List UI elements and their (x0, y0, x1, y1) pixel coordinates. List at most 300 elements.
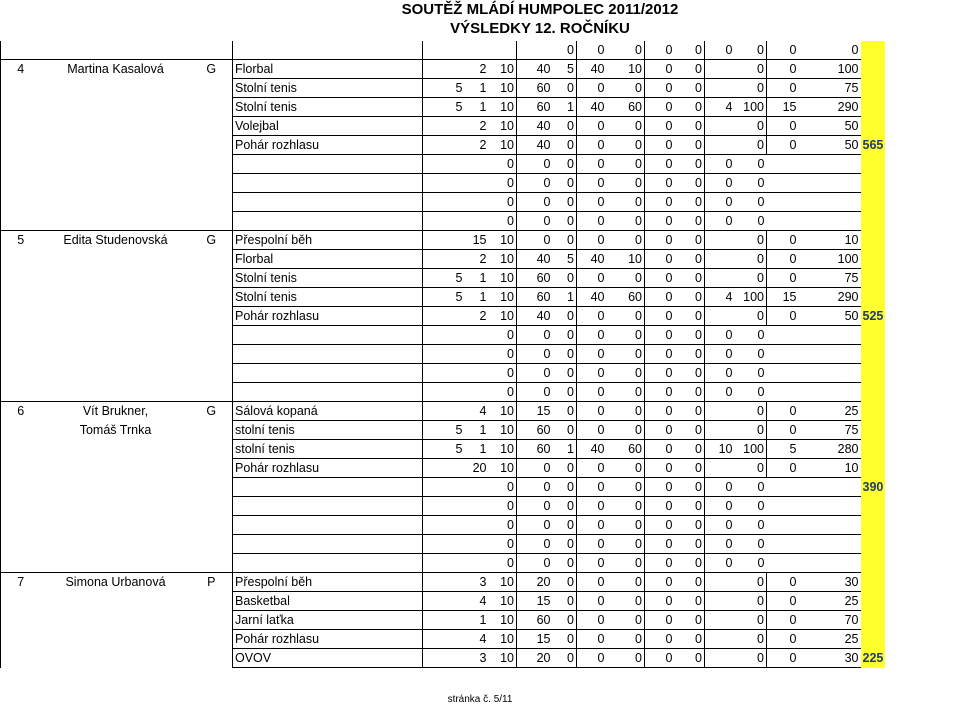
score-cell: 0 (607, 402, 645, 421)
score-cell: 0 (577, 649, 607, 668)
score-cell: 0 (735, 41, 767, 60)
score-cell: 5 (423, 440, 465, 459)
score-cell (767, 383, 799, 402)
score-cell (465, 535, 489, 554)
category-cell (191, 193, 233, 212)
score-cell: 0 (735, 554, 767, 573)
score-cell (705, 60, 735, 79)
competitor-name (41, 535, 191, 554)
score-cell: 60 (517, 440, 553, 459)
score-cell: 0 (735, 535, 767, 554)
category-cell (191, 478, 233, 497)
score-cell: 0 (517, 212, 553, 231)
score-cell: 10 (489, 611, 517, 630)
score-cell: 0 (517, 345, 553, 364)
score-cell: 0 (607, 611, 645, 630)
rank-cell (1, 155, 41, 174)
score-cell: 0 (767, 630, 799, 649)
score-cell (767, 155, 799, 174)
category-cell: G (191, 402, 233, 421)
score-cell: 0 (735, 497, 767, 516)
score-cell (465, 174, 489, 193)
category-cell (191, 326, 233, 345)
score-cell: 0 (735, 592, 767, 611)
table-row (1, 288, 886, 307)
score-cell: 0 (577, 497, 607, 516)
score-cell: 290 (799, 98, 861, 117)
rank-cell (1, 364, 41, 383)
score-cell: 0 (767, 307, 799, 326)
category-cell: G (191, 231, 233, 250)
score-cell: 50 (799, 307, 861, 326)
score-cell: 0 (705, 174, 735, 193)
competitor-name (41, 630, 191, 649)
score-cell: 10 (489, 79, 517, 98)
category-cell (191, 440, 233, 459)
score-cell: 10 (607, 250, 645, 269)
discipline-cell: OVOV (233, 649, 423, 668)
score-cell: 75 (799, 269, 861, 288)
score-cell (465, 326, 489, 345)
rank-cell (1, 459, 41, 478)
competitor-name (41, 516, 191, 535)
score-cell (705, 117, 735, 136)
category-cell (191, 611, 233, 630)
score-cell: 0 (767, 402, 799, 421)
score-cell: 60 (517, 421, 553, 440)
score-cell: 0 (577, 174, 607, 193)
score-cell: 0 (607, 79, 645, 98)
score-cell (767, 193, 799, 212)
score-cell: 0 (645, 212, 675, 231)
competitor-name (41, 193, 191, 212)
score-cell: 0 (645, 60, 675, 79)
score-cell: 0 (675, 535, 705, 554)
score-cell: 1 (553, 98, 577, 117)
score-cell (423, 554, 465, 573)
score-cell (767, 478, 799, 497)
score-cell: 0 (577, 516, 607, 535)
table-row (1, 269, 886, 288)
score-cell: 0 (675, 288, 705, 307)
table-row (1, 554, 886, 573)
score-cell: 0 (645, 383, 675, 402)
competitor-name: Simona Urbanová (41, 573, 191, 592)
total-cell (861, 364, 886, 383)
score-cell: 0 (577, 193, 607, 212)
score-cell: 0 (767, 60, 799, 79)
total-cell (861, 193, 886, 212)
score-cell: 0 (735, 611, 767, 630)
score-cell: 0 (675, 41, 705, 60)
rank-cell (1, 212, 41, 231)
score-cell: 0 (645, 231, 675, 250)
score-cell: 40 (517, 136, 553, 155)
score-cell (423, 326, 465, 345)
total-cell (861, 535, 886, 554)
total-cell (861, 41, 886, 60)
category-cell (191, 516, 233, 535)
rank-cell (1, 250, 41, 269)
score-cell: 0 (607, 573, 645, 592)
competitor-name (41, 611, 191, 630)
score-cell: 0 (675, 231, 705, 250)
score-cell: 0 (553, 41, 577, 60)
table-row (1, 307, 886, 326)
score-cell: 3 (465, 573, 489, 592)
score-cell (705, 269, 735, 288)
score-cell: 0 (607, 193, 645, 212)
category-cell (191, 136, 233, 155)
score-cell: 0 (517, 459, 553, 478)
score-cell: 0 (553, 79, 577, 98)
score-cell: 0 (577, 117, 607, 136)
discipline-cell: Florbal (233, 60, 423, 79)
rank-cell: 4 (1, 60, 41, 79)
score-cell: 0 (553, 193, 577, 212)
score-cell: 0 (607, 516, 645, 535)
score-cell: 10 (489, 649, 517, 668)
score-cell: 0 (489, 345, 517, 364)
score-cell (705, 421, 735, 440)
score-cell: 4 (705, 98, 735, 117)
score-cell: 10 (489, 136, 517, 155)
score-cell: 0 (553, 402, 577, 421)
score-cell: 0 (735, 60, 767, 79)
score-cell (423, 41, 465, 60)
score-cell: 0 (645, 573, 675, 592)
table-row (1, 573, 886, 592)
score-cell (423, 212, 465, 231)
score-cell: 0 (489, 193, 517, 212)
discipline-cell: Pohár rozhlasu (233, 630, 423, 649)
score-cell (799, 554, 861, 573)
score-cell: 0 (735, 630, 767, 649)
score-cell: 2 (465, 60, 489, 79)
score-cell: 0 (489, 478, 517, 497)
score-cell (799, 535, 861, 554)
score-cell: 0 (607, 117, 645, 136)
score-cell: 4 (705, 288, 735, 307)
score-cell: 0 (645, 630, 675, 649)
score-cell (423, 516, 465, 535)
score-cell: 0 (577, 535, 607, 554)
score-cell: 0 (645, 478, 675, 497)
score-cell: 15 (517, 592, 553, 611)
rank-cell (1, 345, 41, 364)
score-cell: 0 (577, 212, 607, 231)
score-cell (767, 345, 799, 364)
score-cell (465, 155, 489, 174)
score-cell: 0 (489, 212, 517, 231)
table-row (1, 41, 886, 60)
score-cell: 0 (675, 421, 705, 440)
discipline-cell (233, 535, 423, 554)
discipline-cell (233, 155, 423, 174)
score-cell: 0 (705, 41, 735, 60)
score-cell: 0 (517, 478, 553, 497)
score-cell: 10 (489, 250, 517, 269)
score-cell: 0 (645, 421, 675, 440)
score-cell: 0 (577, 155, 607, 174)
score-cell: 0 (577, 478, 607, 497)
discipline-cell: Stolní tenis (233, 288, 423, 307)
score-cell: 0 (517, 231, 553, 250)
score-cell: 0 (607, 212, 645, 231)
score-cell: 40 (577, 288, 607, 307)
score-cell: 0 (553, 497, 577, 516)
total-cell (861, 98, 886, 117)
score-cell (705, 649, 735, 668)
score-cell: 0 (553, 554, 577, 573)
score-cell: 0 (517, 364, 553, 383)
discipline-cell: Basketbal (233, 592, 423, 611)
rank-cell (1, 516, 41, 535)
rank-cell (1, 193, 41, 212)
rank-cell (1, 630, 41, 649)
score-cell: 0 (735, 345, 767, 364)
score-cell (423, 649, 465, 668)
score-cell (799, 478, 861, 497)
score-cell: 70 (799, 611, 861, 630)
score-cell (705, 630, 735, 649)
discipline-cell (233, 497, 423, 516)
score-cell (767, 554, 799, 573)
score-cell: 0 (607, 269, 645, 288)
score-cell: 0 (553, 421, 577, 440)
competitor-name (41, 592, 191, 611)
score-cell: 10 (489, 402, 517, 421)
score-cell: 60 (517, 611, 553, 630)
score-cell (423, 459, 465, 478)
score-cell: 100 (799, 250, 861, 269)
score-cell (705, 573, 735, 592)
table-row (1, 136, 886, 155)
score-cell: 0 (553, 345, 577, 364)
score-cell: 1 (465, 269, 489, 288)
score-cell: 0 (553, 611, 577, 630)
score-cell: 4 (465, 402, 489, 421)
total-cell (861, 573, 886, 592)
score-cell: 0 (577, 611, 607, 630)
table-row (1, 155, 886, 174)
score-cell (767, 497, 799, 516)
score-cell: 40 (577, 440, 607, 459)
score-cell: 0 (489, 554, 517, 573)
score-cell: 10 (489, 60, 517, 79)
score-cell: 0 (675, 383, 705, 402)
score-cell: 0 (607, 421, 645, 440)
discipline-cell: Stolní tenis (233, 79, 423, 98)
score-cell: 0 (675, 497, 705, 516)
discipline-cell: Pohár rozhlasu (233, 459, 423, 478)
competitor-name: Vít Brukner, (41, 402, 191, 421)
score-cell (767, 364, 799, 383)
score-cell: 10 (489, 98, 517, 117)
score-cell: 0 (675, 364, 705, 383)
score-cell (423, 155, 465, 174)
score-cell: 0 (645, 307, 675, 326)
score-cell: 0 (489, 364, 517, 383)
total-cell (861, 630, 886, 649)
score-cell: 100 (799, 60, 861, 79)
score-cell: 0 (645, 117, 675, 136)
score-cell (423, 136, 465, 155)
score-cell: 75 (799, 79, 861, 98)
score-cell (423, 231, 465, 250)
score-cell: 0 (767, 459, 799, 478)
rank-cell: 7 (1, 573, 41, 592)
category-cell (191, 383, 233, 402)
score-cell: 30 (799, 573, 861, 592)
score-cell: 40 (517, 60, 553, 79)
score-cell (705, 231, 735, 250)
score-cell: 5 (767, 440, 799, 459)
total-cell (861, 117, 886, 136)
score-cell: 60 (517, 79, 553, 98)
score-cell: 0 (607, 497, 645, 516)
score-cell: 0 (517, 516, 553, 535)
total-cell (861, 231, 886, 250)
score-cell: 0 (489, 383, 517, 402)
score-cell: 0 (553, 364, 577, 383)
page-footer: stránka č. 5/11 (447, 694, 513, 705)
score-cell: 0 (553, 459, 577, 478)
score-cell: 0 (607, 383, 645, 402)
score-cell (423, 307, 465, 326)
category-cell (191, 497, 233, 516)
score-cell: 40 (517, 307, 553, 326)
competitor-name (41, 136, 191, 155)
competitor-name (41, 459, 191, 478)
score-cell: 40 (517, 250, 553, 269)
category-cell (191, 535, 233, 554)
table-row (1, 193, 886, 212)
score-cell: 10 (489, 288, 517, 307)
category-cell (191, 269, 233, 288)
score-cell: 0 (675, 573, 705, 592)
score-cell (705, 79, 735, 98)
discipline-cell (233, 364, 423, 383)
score-cell: 0 (705, 497, 735, 516)
score-cell: 0 (645, 41, 675, 60)
table-row (1, 79, 886, 98)
score-cell: 0 (767, 231, 799, 250)
score-cell: 0 (553, 326, 577, 345)
table-row (1, 326, 886, 345)
score-cell: 60 (517, 288, 553, 307)
competitor-name (41, 478, 191, 497)
score-cell: 0 (767, 649, 799, 668)
score-cell: 0 (735, 174, 767, 193)
score-cell: 60 (607, 288, 645, 307)
score-cell: 0 (675, 326, 705, 345)
score-cell: 0 (735, 326, 767, 345)
score-cell: 25 (799, 592, 861, 611)
score-cell: 0 (735, 231, 767, 250)
rank-cell (1, 41, 41, 60)
score-cell: 0 (517, 383, 553, 402)
score-cell: 20 (465, 459, 489, 478)
total-cell (861, 250, 886, 269)
score-cell: 0 (675, 307, 705, 326)
score-cell: 0 (489, 497, 517, 516)
score-cell: 0 (553, 573, 577, 592)
score-cell: 0 (607, 554, 645, 573)
score-cell: 0 (767, 41, 799, 60)
competitor-name: Tomáš Trnka (79, 423, 152, 437)
score-cell: 0 (767, 573, 799, 592)
score-cell: 1 (553, 440, 577, 459)
competitor-name (41, 269, 191, 288)
discipline-cell: stolní tenis (233, 440, 423, 459)
score-cell: 0 (705, 516, 735, 535)
score-cell: 10 (489, 630, 517, 649)
total-cell: 225 (861, 649, 886, 668)
score-cell: 0 (517, 193, 553, 212)
score-cell (517, 41, 553, 60)
table-row (1, 383, 886, 402)
score-cell: 0 (577, 383, 607, 402)
score-cell: 0 (675, 554, 705, 573)
competitor-name (41, 288, 191, 307)
score-cell (423, 611, 465, 630)
score-cell: 0 (607, 136, 645, 155)
score-cell: 0 (675, 136, 705, 155)
total-cell: 565 (861, 136, 886, 155)
total-cell (861, 611, 886, 630)
score-cell (465, 345, 489, 364)
score-cell: 0 (553, 383, 577, 402)
score-cell (705, 459, 735, 478)
score-cell: 10 (489, 231, 517, 250)
results-table (0, 41, 885, 668)
rank-cell: 5 (1, 231, 41, 250)
total-cell (861, 440, 886, 459)
score-cell: 0 (553, 174, 577, 193)
score-cell: 0 (607, 345, 645, 364)
total-cell (861, 592, 886, 611)
category-cell (191, 41, 233, 60)
score-cell (423, 592, 465, 611)
score-cell: 0 (767, 269, 799, 288)
score-cell: 10 (489, 269, 517, 288)
name-cell (41, 41, 191, 60)
score-cell: 0 (735, 516, 767, 535)
score-cell: 0 (705, 554, 735, 573)
total-cell (861, 269, 886, 288)
score-cell: 10 (799, 231, 861, 250)
discipline-cell: Volejbal (233, 117, 423, 136)
score-cell: 1 (465, 421, 489, 440)
score-cell: 0 (735, 269, 767, 288)
score-cell: 0 (553, 136, 577, 155)
score-cell: 0 (645, 98, 675, 117)
rank-cell (1, 611, 41, 630)
score-cell: 0 (705, 364, 735, 383)
score-cell: 0 (553, 535, 577, 554)
score-cell: 0 (675, 155, 705, 174)
score-cell: 0 (553, 649, 577, 668)
score-cell (767, 212, 799, 231)
score-cell: 25 (799, 630, 861, 649)
discipline-cell: Sálová kopaná (233, 402, 423, 421)
category-cell (191, 364, 233, 383)
total-cell (861, 516, 886, 535)
table-row (1, 440, 886, 459)
score-cell: 0 (767, 117, 799, 136)
score-cell: 0 (645, 440, 675, 459)
